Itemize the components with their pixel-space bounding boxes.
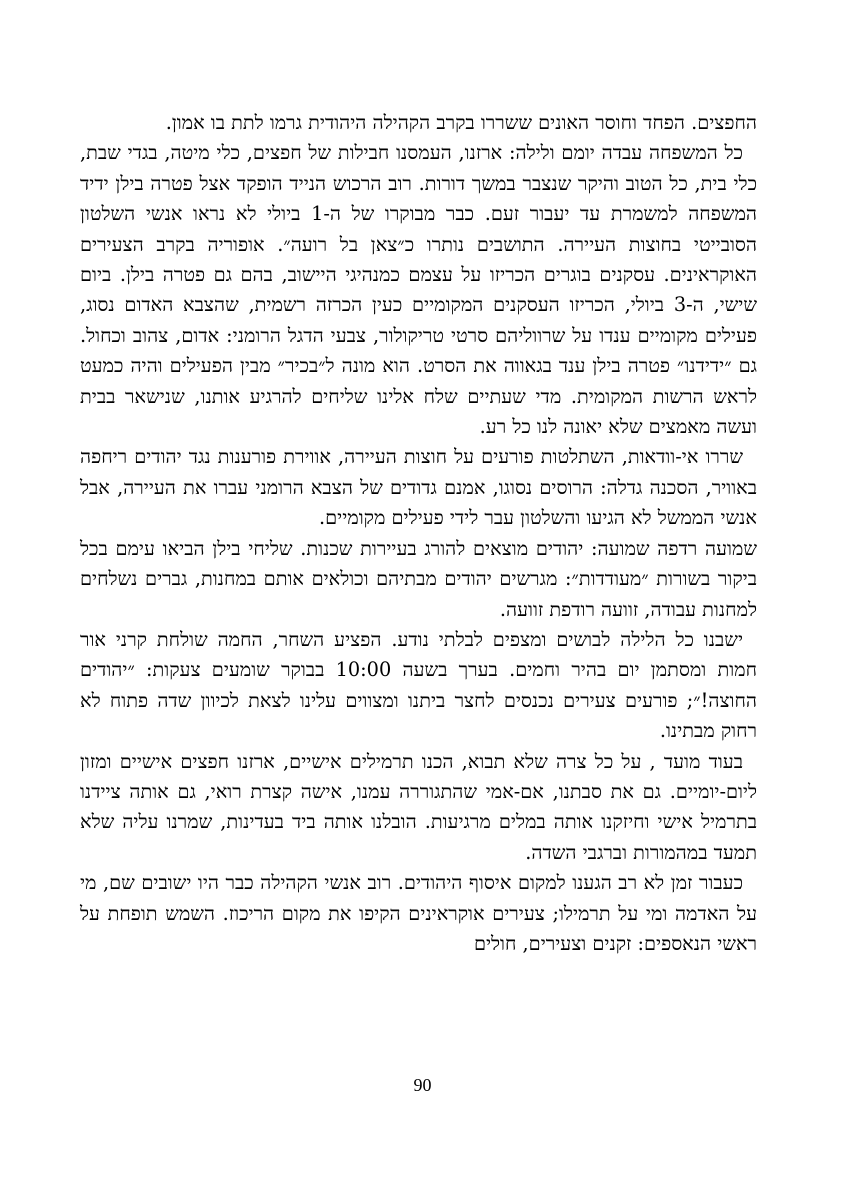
paragraph-2: כל המשפחה עבדה יומם ולילה: ארזנו, העמסנו חבילות של חפצים, כלי מיטה, בגדי שבת, כלי בית, כל הטוב והיקר שנצבר במשך דורות. רוב הרכוש הנייד הופקד אצל פטרה בילן ידיד המשפחה למשמרת עד יעבור זעם. כבר מבוקרו של ה-1 ביולי לא נראו אנשי השלטון הסובייטי בחוצות העיירה. התושבים נותרו כ״צאן בל רועה״. אופוריה בקרב הצעירים האוקראינים. עסקנים בוגרים הכריזו על עצמם כמנהיגי היישוב, בהם גם פטרה בילן. ביום שישי, ה-3 ביולי, הכריזו העסקנים המקומיים כעין הכרזה רשמית, שהצבא האדום נסוג, פעילים מקומיים ענדו על שרווליהם סרטי טריקולור, צבעי הדגל הרומני: אדום, צהוב וכחול. גם ״ידידנו״ פטרה בילן ענד בגאווה את הסרט. הוא מונה ל״בכיר״ מבין הפעילים והיה כמעט לראש הרשות המקומית. מדי שעתיים שלח אלינו שליחים להרגיע אותנו, שנישאר בבית ועשה מאמצים שלא יאונה לנו כל רע. — [80, 141, 758, 439]
page-number: 90 — [413, 1075, 432, 1095]
paragraph-5: ישבנו כל הלילה לבושים ומצפים לבלתי נודע. הפציע השחר, החמה שולחת קרני אור חמות ומסתמן יום בהיר וחמים. בערך בשעה 10:00 בבוקר שומעים צעקות: ״יהודים החוצה!״; פורעים צעירים נכנסים לחצר ביתנו ומצווים עלינו לצאת לכיוון שדה פתוח לא רחוק מבתינו. — [80, 627, 757, 743]
paragraph-4: שמועה רדפה שמועה: יהודים מוצאים להורג בעיירות שכנות. שליחי בילן הביאו עימם בכל ביקור בשורות ״מעודדות״: מגרשים יהודים מבתיהם וכולאים אותם במחנות, גברים נשלחים למחנות עבודה, זוועה רודפת זוועה. — [80, 536, 757, 621]
paragraph-1: החפצים. הפחד וחוסר האונים ששררו בקרב הקהילה היהודית גרמו לתת בו אמון. — [165, 111, 757, 134]
paragraph-7: כעבור זמן לא רב הגענו למקום איסוף היהודים. רוב אנשי הקהילה כבר היו ישובים שם, מי על האדמה ומי על תרמילו; צעירים אוקראינים הקיפו את מקום הריכוז. השמש תופחת על ראשי הנאספים: זקנים וצעירים, חולים — [80, 871, 757, 955]
paragraph-3: שררו אי-וודאות, השתלטות פורעים על חוצות העיירה, אווירת פורענות נגד יהודים ריחפה באוויר, הסכנה גדלה: הרוסים נסוגו, אמנם גדודים של הצבא הרומני עברו את העיירה, אבל אנשי הממשל לא הגיעו והשלטון עבר לידי פעילים מקומיים. — [80, 445, 757, 530]
body-text — [80, 108, 757, 959]
paragraph-6: בעוד מועד , על כל צרה שלא תבוא, הכנו תרמילים אישיים, ארזנו חפצים אישיים ומזון ליום-יומיים. גם את סבתנו, אם-אמי שהתגוררה עמנו, אישה קצרת רואי, גם אותה ציידנו בתרמיל אישי וחיזקנו אותה במלים מרגיעות. הובלנו אותה ביד בעדינות, שמרנו עליה שלא תמעד במהמורות וברגבי השדה. — [80, 749, 757, 864]
